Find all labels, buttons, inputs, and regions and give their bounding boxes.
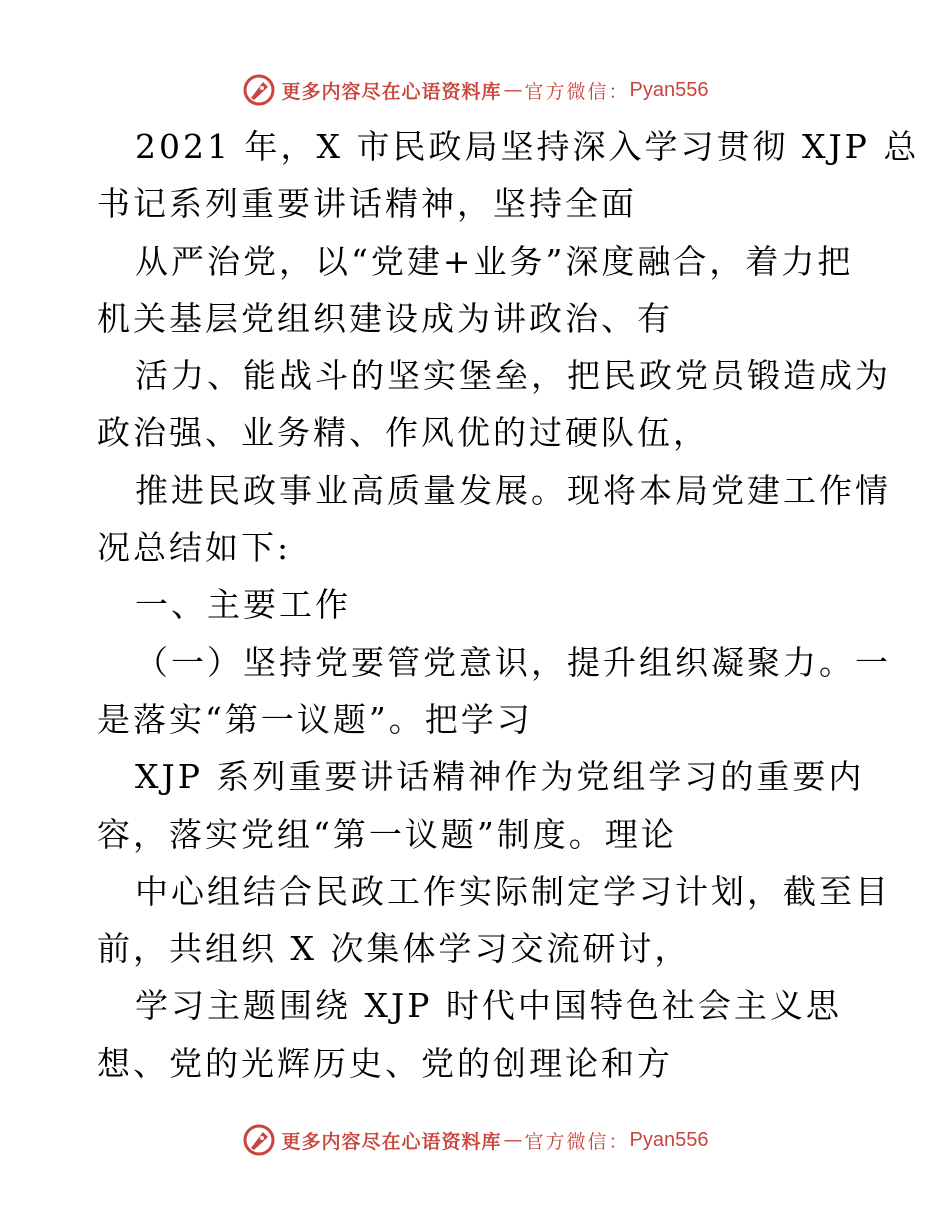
watermark-wechat-label: 官方微信：	[524, 80, 630, 103]
body-text-line: 书记系列重要讲话精神，坚持全面	[97, 184, 637, 224]
watermark-separator: —	[503, 1129, 523, 1151]
watermark-wechat-id: Pyan556	[629, 78, 709, 101]
footer-watermark	[0, 1120, 950, 1160]
body-text-line: （一）坚持党要管党意识，提升组织凝聚力。一	[135, 642, 891, 682]
watermark-site-text: 更多内容尽在心语资料库	[281, 1130, 502, 1153]
pen-nib-logo-icon	[242, 1123, 276, 1157]
body-text-line: 况总结如下:	[97, 528, 292, 568]
body-text-line: 前，共组织 X 次集体学习交流研讨，	[97, 929, 691, 969]
body-text-line: 学习主题围绕 XJP 时代中国特色社会主义思	[135, 986, 842, 1026]
header-watermark	[0, 70, 950, 110]
body-text-line: XJP 系列重要讲话精神作为党组学习的重要内	[135, 757, 865, 797]
body-text-line: 活力、能战斗的坚实堡垒，把民政党员锻造成为	[135, 356, 891, 396]
watermark-separator: —	[503, 79, 523, 101]
watermark-site-text: 更多内容尽在心语资料库	[281, 80, 502, 103]
document-body	[97, 118, 920, 1092]
body-text-line: 推进民政事业高质量发展。现将本局党建工作情	[135, 470, 891, 510]
body-text-line: 一、主要工作	[135, 585, 351, 625]
body-text-line: 想、党的光辉历史、党的创理论和方	[97, 1043, 673, 1083]
body-text-line: 2021 年，X 市民政局坚持深入学习贯彻 XJP 总	[135, 127, 920, 166]
body-text-line: 容，落实党组“第一议题”制度。理论	[97, 814, 677, 854]
watermark-wechat-id: Pyan556	[629, 1128, 709, 1151]
body-text-line: 是落实“第一议题”。把学习	[97, 699, 533, 739]
pen-nib-logo-icon	[242, 73, 276, 107]
body-text-line: 中心组结合民政工作实际制定学习计划，截至目	[135, 871, 891, 911]
body-text-line: 政治强、业务精、作风优的过硬队伍，	[97, 413, 709, 453]
body-text-line: 从严治党，以“党建+业务”深度融合，着力把	[135, 241, 854, 281]
watermark-wechat-label: 官方微信：	[524, 1130, 630, 1153]
body-text-line: 机关基层党组织建设成为讲政治、有	[97, 298, 673, 338]
